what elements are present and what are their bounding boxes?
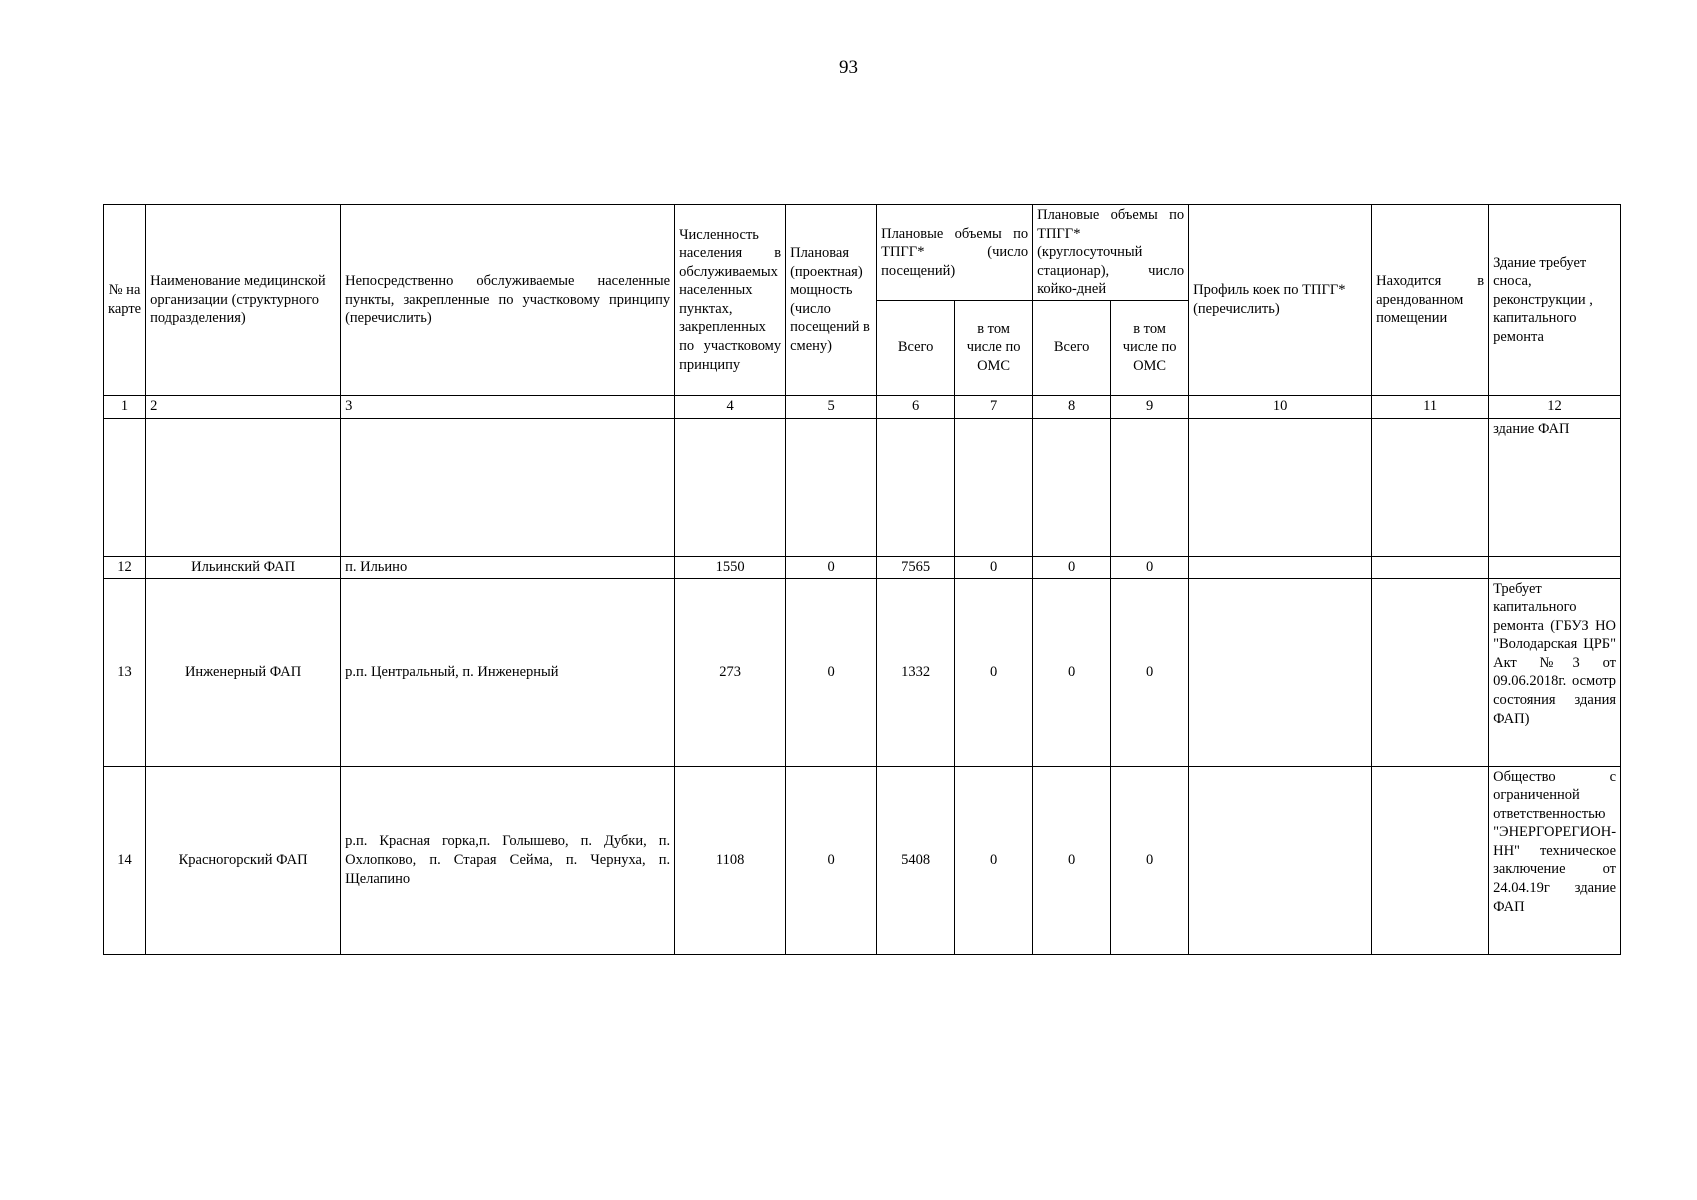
cell-beds-total: 0 [1033,556,1111,578]
cell-beds-oms [1111,418,1189,556]
table-row [104,556,1621,578]
column-number: 9 [1111,395,1189,418]
cell-population [675,418,786,556]
column-number: 2 [146,395,341,418]
cell-visits-oms: 0 [955,578,1033,766]
cell-beds-total: 0 [1033,766,1111,954]
header-row-1 [104,205,1621,301]
header-settlements: Непосредственно обслуживаемые населенные пункты, закрепленные по участковому принципу (перечислить) [341,205,675,396]
header-beds-oms: в том числе по ОМС [1111,300,1189,395]
column-number: 7 [955,395,1033,418]
cell-no: 12 [104,556,146,578]
cell-population: 273 [675,578,786,766]
cell-visits-total [877,418,955,556]
header-visits-oms: в том числе по ОМС [955,300,1033,395]
cell-rented [1372,766,1489,954]
cell-rented [1372,418,1489,556]
cell-beds-oms: 0 [1111,578,1189,766]
table-row [104,766,1621,954]
cell-population: 1108 [675,766,786,954]
cell-no: 13 [104,578,146,766]
cell-bed-profile [1189,578,1372,766]
header-visits-total: Всего [877,300,955,395]
page-number: 93 [839,57,858,78]
cell-capacity: 0 [786,556,877,578]
cell-visits-total: 7565 [877,556,955,578]
table-row [104,578,1621,766]
header-planned-visits: Плановые объемы по ТПГГ* (число посещений) [877,205,1033,301]
cell-settlements: р.п. Центральный, п. Инженерный [341,578,675,766]
cell-rented [1372,556,1489,578]
cell-building-state: Общество с ограниченной ответственностью "ЭНЕРГОРЕГИОН-НН" техническое заключение от 24.04.19г здание ФАП [1489,766,1621,954]
cell-visits-oms [955,418,1033,556]
cell-visits-oms: 0 [955,766,1033,954]
cell-name: Инженерный ФАП [146,578,341,766]
cell-no: 14 [104,766,146,954]
cell-name: Красногорский ФАП [146,766,341,954]
column-number-row [104,395,1621,418]
column-number: 12 [1489,395,1621,418]
cell-rented [1372,578,1489,766]
cell-population: 1550 [675,556,786,578]
facilities-table [103,204,1621,955]
cell-visits-oms: 0 [955,556,1033,578]
cell-settlements: п. Ильино [341,556,675,578]
cell-building-state: Требует капитального ремонта (ГБУЗ НО "Володарская ЦРБ" Акт №3 от 09.06.2018г. осмотр состояния здания ФАП) [1489,578,1621,766]
cell-settlements: р.п. Красная горка,п. Голышево, п. Дубки, п. Охлопково, п. Старая Сейма, п. Чернуха, п. Щелапино [341,766,675,954]
cell-building-state: здание ФАП [1489,418,1621,556]
column-number: 4 [675,395,786,418]
cell-building-state [1489,556,1621,578]
header-population: Численность населения в обслуживаемых населенных пунктах, закрепленных по участковому принципу [675,205,786,396]
cell-visits-total: 1332 [877,578,955,766]
cell-beds-oms: 0 [1111,766,1189,954]
cell-name [146,418,341,556]
column-number: 6 [877,395,955,418]
header-capacity: Плановая (проектная) мощность (число посещений в смену) [786,205,877,396]
column-number: 8 [1033,395,1111,418]
column-number: 11 [1372,395,1489,418]
cell-capacity [786,418,877,556]
cell-beds-total: 0 [1033,578,1111,766]
cell-settlements [341,418,675,556]
header-planned-beds: Плановые объемы по ТПГГ* (круглосуточный стационар), число койко-дней [1033,205,1189,301]
header-beds-total: Всего [1033,300,1111,395]
cell-capacity: 0 [786,578,877,766]
cell-visits-total: 5408 [877,766,955,954]
cell-bed-profile [1189,766,1372,954]
header-map-number: № на карте [104,205,146,396]
column-number: 1 [104,395,146,418]
cell-name: Ильинский ФАП [146,556,341,578]
cell-capacity: 0 [786,766,877,954]
cell-bed-profile [1189,418,1372,556]
header-building-state: Здание требует сноса, реконструкции , капитального ремонта [1489,205,1621,396]
table-row [104,418,1621,556]
cell-no [104,418,146,556]
cell-beds-oms: 0 [1111,556,1189,578]
header-bed-profile: Профиль коек по ТПГГ* (перечислить) [1189,205,1372,396]
cell-bed-profile [1189,556,1372,578]
column-number: 10 [1189,395,1372,418]
header-rented: Находится в арендованном помещении [1372,205,1489,396]
header-organization: Наименование медицинской организации (структурного подразделения) [146,205,341,396]
column-number: 3 [341,395,675,418]
cell-beds-total [1033,418,1111,556]
column-number: 5 [786,395,877,418]
